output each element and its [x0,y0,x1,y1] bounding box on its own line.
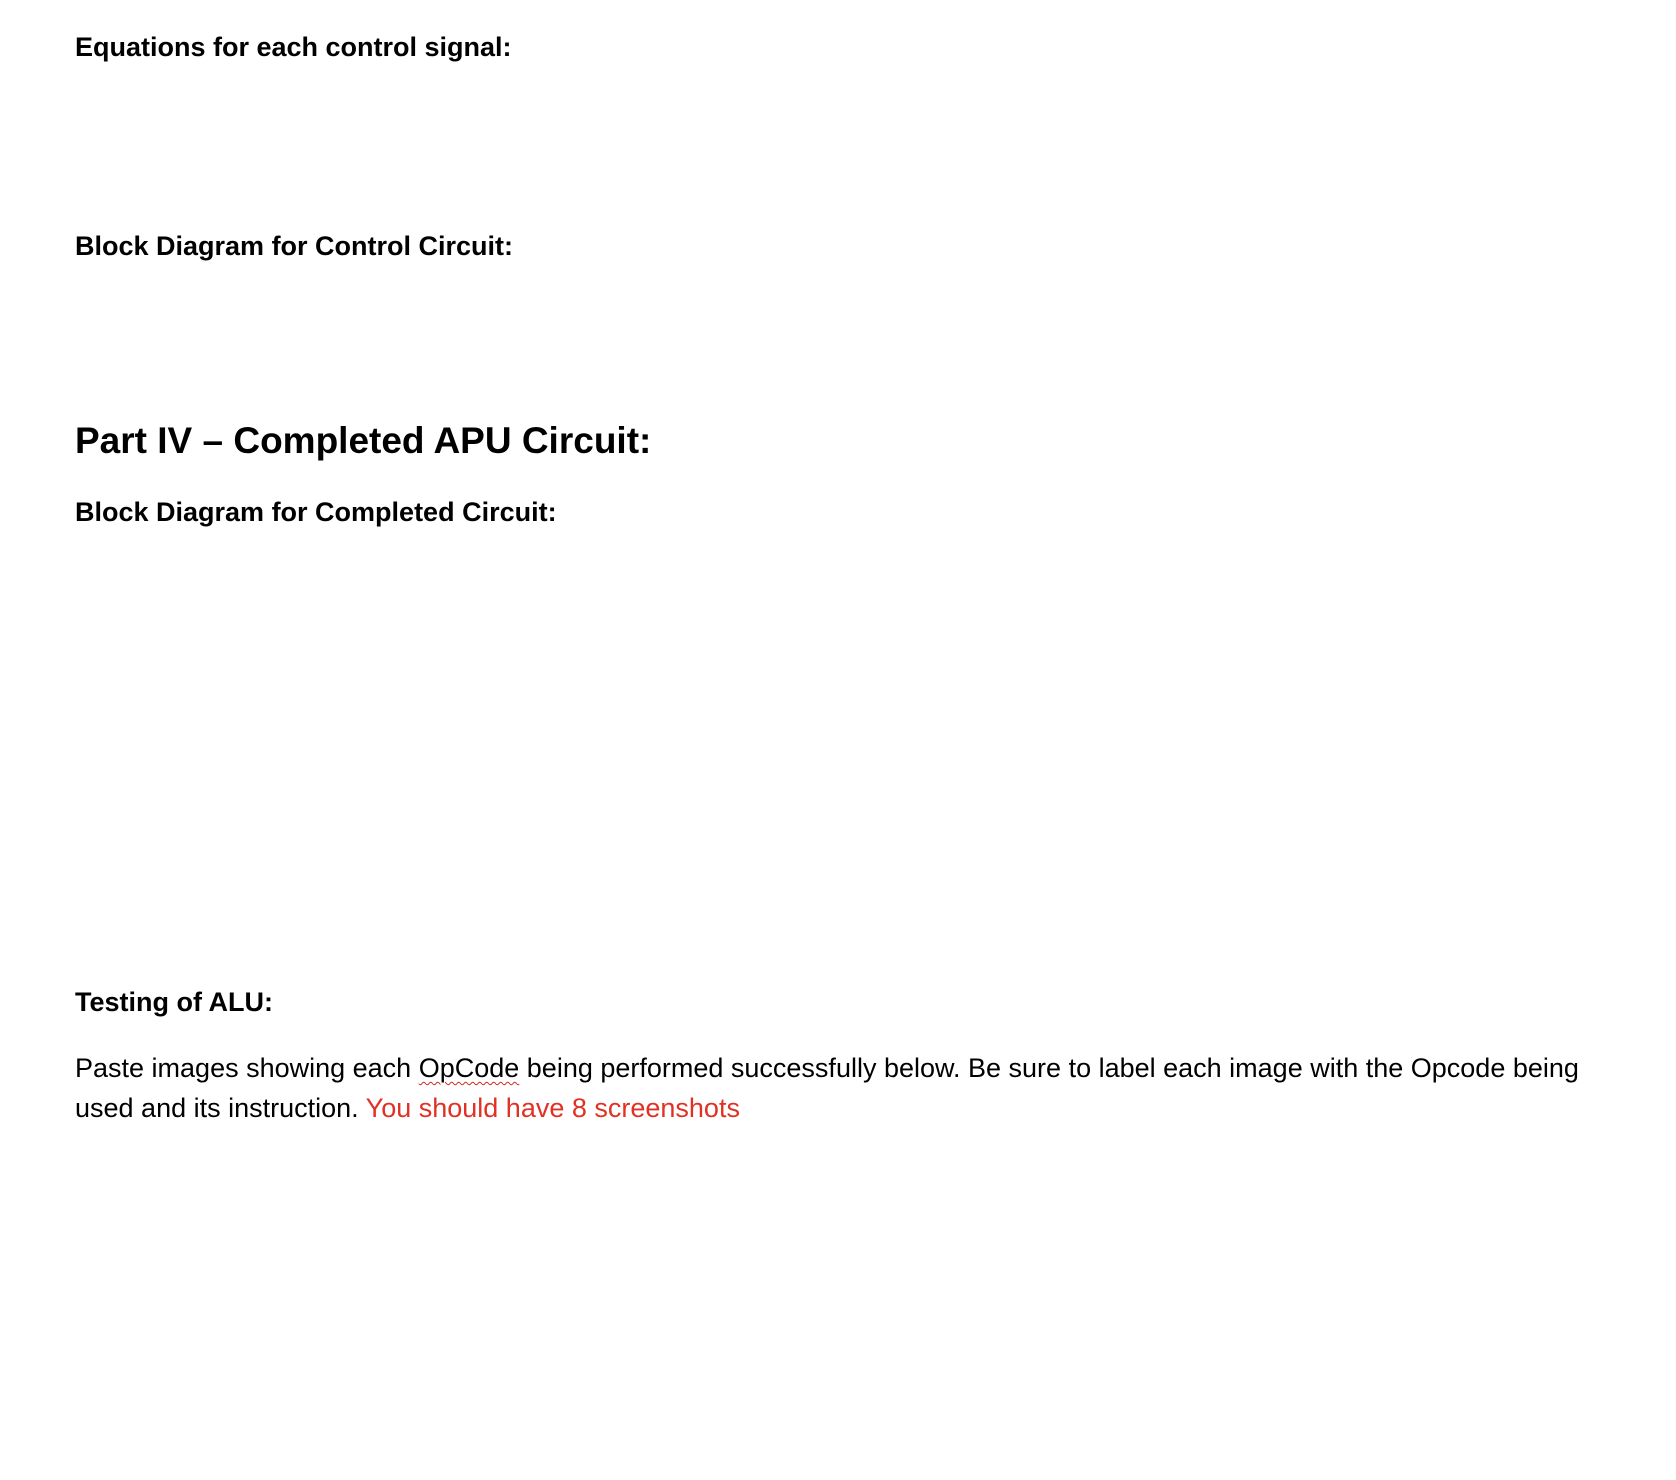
block-diagram-completed-heading: Block Diagram for Completed Circuit: [75,497,557,527]
testing-alu-heading: Testing of ALU: [75,987,273,1017]
instructions-text-start: Paste images showing each [75,1053,419,1083]
testing-instructions-paragraph [75,1048,1615,1128]
block-diagram-control-heading: Block Diagram for Control Circuit: [75,231,514,261]
spellcheck-flagged-word[interactable]: OpCode [418,1053,520,1083]
screenshot-count-note: You should have 8 screenshots [365,1093,740,1123]
equations-heading: Equations for each control signal: [75,32,512,62]
part-iv-title: Part IV – Completed APU Circuit: [75,420,652,461]
instructions-text-rest: being performed successfully below. Be sure to label each image with the Opcode being used and its instruction. [75,1053,1579,1123]
